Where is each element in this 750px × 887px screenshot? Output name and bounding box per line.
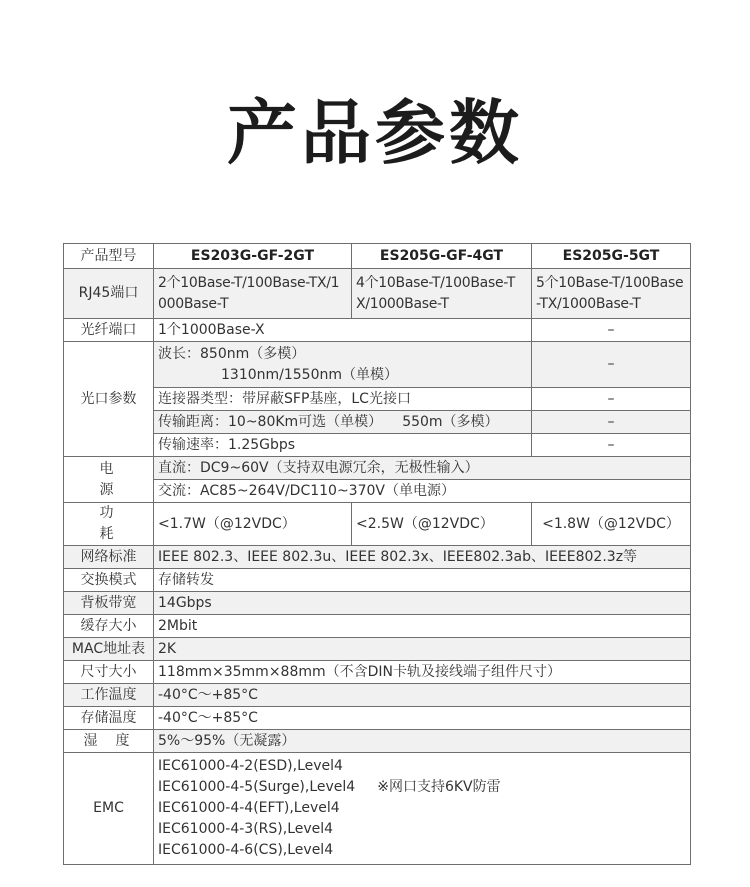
buffer-value: 2Mbit [154,615,691,638]
emc-line-cs: IEC61000-4-6(CS),Level4 [158,842,334,858]
power-ac: 交流：AC85~264V/DC110~370V（单电源） [154,480,691,503]
table-row [64,615,691,638]
fiber-port-dash: – [532,319,691,342]
rj45-value-5gt: 5个10Base-T/100Base-TX/1000Base-T [532,269,691,319]
rj45-value-4gt: 4个10Base-T/100Base-TX/1000Base-T [352,269,532,319]
model-es205g-5gt: ES205G-5GT [532,244,691,269]
storage-temp-label: 存储温度 [64,707,154,730]
table-row [64,661,691,684]
consumption-4gt: <2.5W（@12VDC） [352,503,532,546]
optical-label: 光口参数 [64,342,154,457]
emc-line-rs: IEC61000-4-3(RS),Level4 [158,821,334,837]
spec-table [63,243,691,865]
table-row [64,569,691,592]
page-title: 产品参数 [227,92,523,174]
optical-wavelength [154,342,532,388]
backplane-value: 14Gbps [154,592,691,615]
optical-connector: 连接器类型：带屏蔽SFP基座，LC光接口 [154,388,532,411]
table-row [64,684,691,707]
power-dc: 直流：DC9~60V（支持双电源冗余，无极性输入） [154,457,691,480]
emc-value [154,753,691,865]
emc-surge-note: ※网口支持6KV防雷 [377,779,501,795]
rj45-value-2gt: 2个10Base-T/100Base-TX/1000Base-T [154,269,352,319]
consumption-2gt: <1.7W（@12VDC） [154,503,352,546]
distance-single-mode: 传输距离：10~80Km可选（单模） [158,413,383,430]
table-row [64,638,691,661]
table-row [64,707,691,730]
storage-temp-value: -40°C～+85°C [154,707,691,730]
consumption-5gt: <1.8W（@12VDC） [532,503,691,546]
table-row-consumption [64,503,691,546]
table-row-power-dc [64,457,691,480]
table-row [64,730,691,753]
model-es203g-gf-2gt: ES203G-GF-2GT [154,244,352,269]
power-label: 电源 [64,457,154,503]
optical-rate-dash: – [532,434,691,457]
buffer-label: 缓存大小 [64,615,154,638]
table-row-optical-wavelength [64,342,691,388]
table-row-rj45 [64,269,691,319]
network-standard-label: 网络标准 [64,546,154,569]
humidity-value: 5%～95%（无凝露） [154,730,691,753]
wavelength-line-2: 1310nm/1550nm（单模） [221,366,398,383]
model-es205g-gf-4gt: ES205G-GF-4GT [352,244,532,269]
optical-distance-dash: – [532,411,691,434]
humidity-label: 湿度 [64,730,154,753]
emc-line-esd: IEC61000-4-2(ESD),Level4 [158,758,343,774]
table-header-row [64,244,691,269]
optical-wavelength-dash: – [532,342,691,388]
table-row-optical-distance [64,411,691,434]
table-row-optical-connector [64,388,691,411]
emc-line-surge: IEC61000-4-5(Surge),Level4 [158,779,356,795]
switch-mode-value: 存储转发 [154,569,691,592]
operating-temp-value: -40°C～+85°C [154,684,691,707]
fiber-port-label: 光纤端口 [64,319,154,342]
wavelength-line-1: 波长：850nm（多模） [158,345,306,362]
table-row-fiber-port [64,319,691,342]
fiber-port-value: 1个1000Base-X [154,319,532,342]
optical-connector-dash: – [532,388,691,411]
dimensions-label: 尺寸大小 [64,661,154,684]
consumption-label: 功耗 [64,503,154,546]
table-row [64,546,691,569]
optical-distance [154,411,532,434]
backplane-label: 背板带宽 [64,592,154,615]
distance-multi-mode: 550m（多模） [402,413,499,430]
table-row-optical-rate [64,434,691,457]
operating-temp-label: 工作温度 [64,684,154,707]
network-standard-value: IEEE 802.3、IEEE 802.3u、IEEE 802.3x、IEEE802.3ab、IEEE802.3z等 [154,546,691,569]
mac-table-label: MAC地址表 [64,638,154,661]
emc-label: EMC [64,753,154,865]
rj45-label: RJ45端口 [64,269,154,319]
switch-mode-label: 交换模式 [64,569,154,592]
table-row [64,592,691,615]
dimensions-value: 118mm×35mm×88mm（不含DIN卡轨及接线端子组件尺寸） [154,661,691,684]
optical-rate: 传输速率：1.25Gbps [154,434,532,457]
table-row-power-ac [64,480,691,503]
emc-line-eft: IEC61000-4-4(EFT),Level4 [158,800,340,816]
emc-line-surge-row [158,777,686,798]
model-header-label: 产品型号 [64,244,154,269]
table-row-emc [64,753,691,865]
mac-table-value: 2K [154,638,691,661]
